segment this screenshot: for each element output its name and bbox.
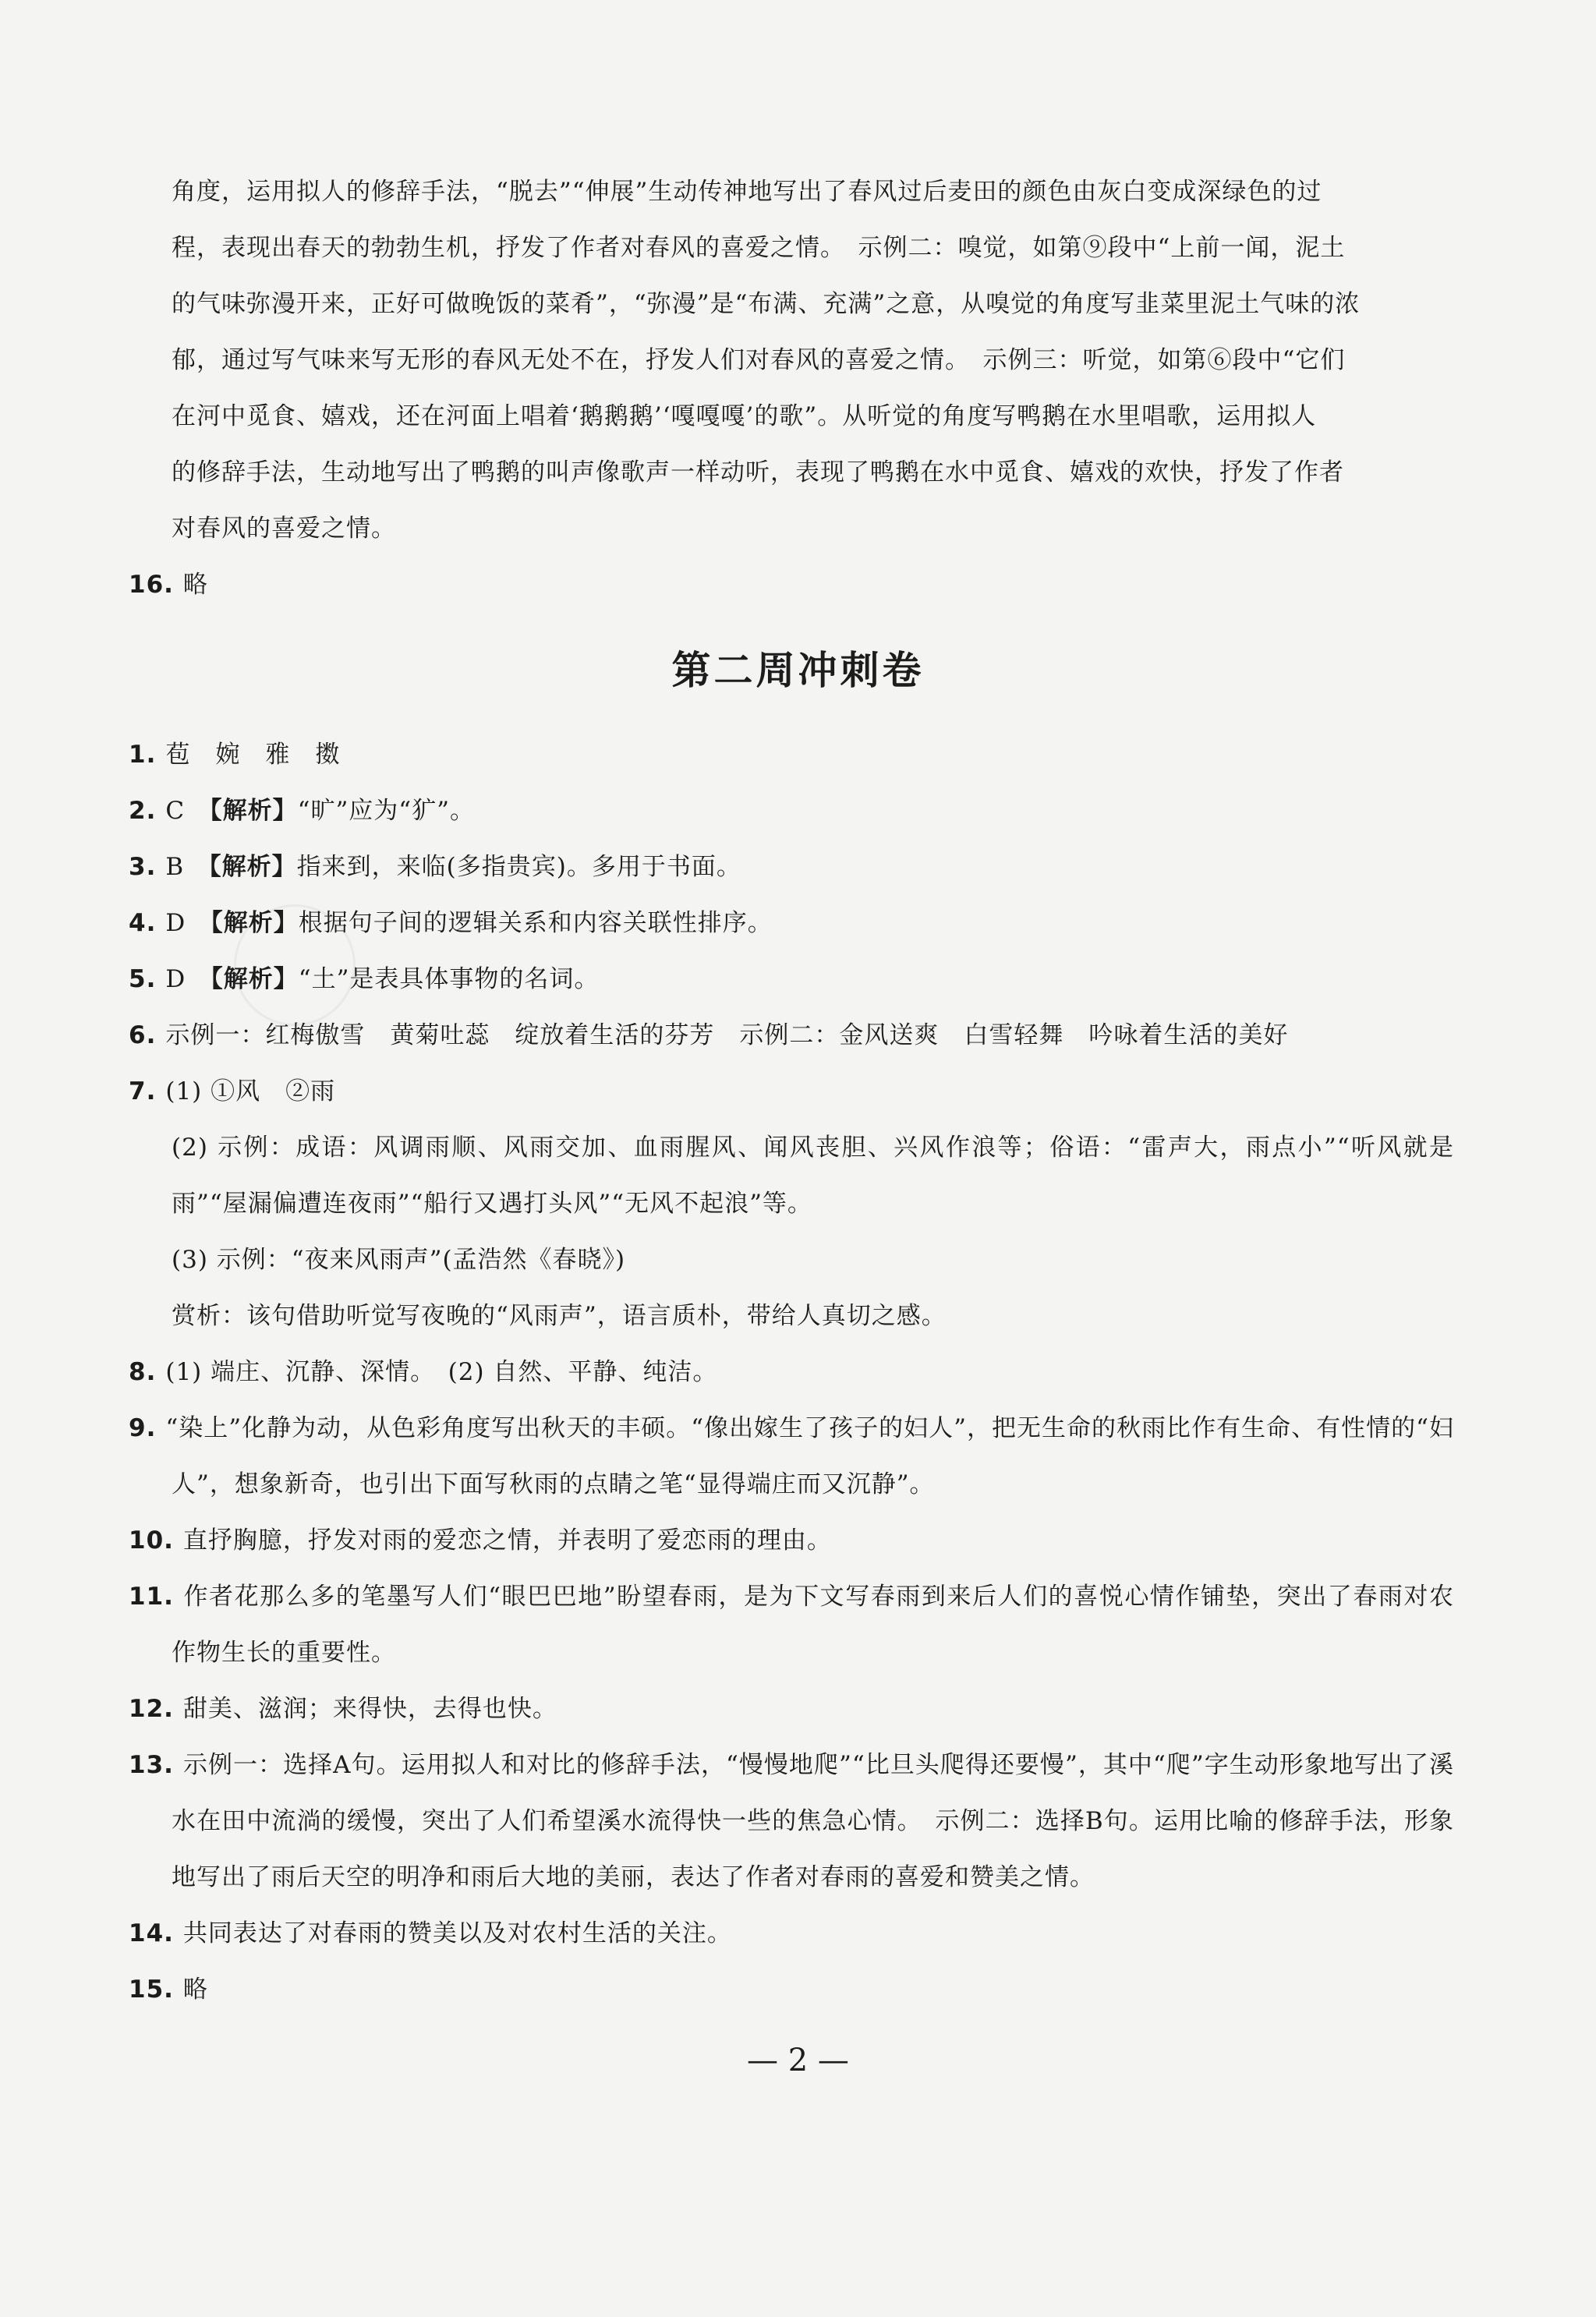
item-number: 1. (129, 741, 157, 769)
item-text: 甜美、滋润；来得快，去得也快。 (182, 1695, 557, 1723)
answer-item-7-appreciation: 赏析：该句借助听觉写夜晚的“风雨声”，语言质朴，带给人真切之感。 (172, 1302, 947, 1330)
item-text: 略 (182, 571, 208, 599)
item-number: 6. (129, 1021, 157, 1049)
paragraph-line: 程，表现出春天的勃勃生机，抒发了作者对春风的喜爱之情。 示例二：嗅觉，如第⑨段中“上前一闻，泥土 (172, 234, 1346, 262)
item-number: 7. (129, 1077, 157, 1105)
analysis-tag: 【解析】 (209, 853, 297, 881)
item-number: 9. (129, 1414, 157, 1442)
answer-item-16 (129, 557, 1454, 613)
answer-item-7-part-2: (2) 示例：成语：风调雨顺、风雨交加、血雨腥风、闻风丧胆、兴风作浪等；俗语：“雷声大，雨点小”“听风就是雨”“屋漏偏遭连夜雨”“船行又遇打头风”“无风不起浪”等。 (172, 1134, 1454, 1218)
item-text: “旷”应为“犷”。 (297, 797, 475, 825)
answer-item-14 (129, 1905, 1454, 1961)
answer-item-12 (129, 1681, 1454, 1737)
item-text: 根据句子间的逻辑关系和内容关联性排序。 (298, 909, 773, 937)
paragraph-line: 在河中觅食、嬉戏，还在河面上唱着‘鹅鹅鹅’‘嘎嘎嘎’的歌”。从听觉的角度写鸭鹅在水里唱歌，运用拟人 (172, 402, 1317, 430)
item-text: 共同表达了对春雨的赞美以及对农村生活的关注。 (182, 1919, 732, 1947)
answer-item-7 (129, 1063, 1454, 1120)
paragraph-line: 的修辞手法，生动地写出了鸭鹅的叫声像歌声一样动听，表现了鸭鹅在水中觅食、嬉戏的欢快，抒发了作者 (172, 458, 1344, 486)
item-number: 15. (129, 1976, 174, 2004)
item-text: (1) ①风 ②雨 (165, 1077, 336, 1105)
item-text: 指来到，来临(多指贵宾)。多用于书面。 (296, 853, 741, 881)
item-number: 14. (129, 1919, 174, 1947)
item-choice: C (165, 797, 211, 825)
item-text: 作者花那么多的笔墨写人们“眼巴巴地”盼望春雨，是为下文写春雨到来后人们的喜悦心情作铺垫，突出了春雨对农作物生长的重要性。 (172, 1583, 1454, 1667)
answer-item-3 (129, 839, 1454, 895)
answer-item-6 (129, 1007, 1454, 1063)
item-number: 8. (129, 1358, 157, 1386)
answer-item-4 (129, 895, 1454, 951)
item-number: 11. (129, 1583, 174, 1611)
paragraph-line: 郁，通过写气味来写无形的春风无处不在，抒发人们对春风的喜爱之情。 示例三：听觉，如第⑥段中“它们 (172, 346, 1346, 374)
answer-item-7-part-3: (3) 示例：“夜来风雨声”(孟浩然《春晓》) (172, 1246, 626, 1274)
page-number: — 2 — (747, 2043, 849, 2078)
item-text: 示例一：选择A句。运用拟人和对比的修辞手法，“慢慢地爬”“比旦头爬得还要慢”，其中“爬”字生动形象地写出了溪水在田中流淌的缓慢，突出了人们希望溪水流得快一些的焦急心情。 示例二：选择B句。运用比喻的修辞手法，形象地写出了雨后天空的明净和雨后大地的美丽，表达了作者对春雨的喜爱和赞美之情。 (172, 1751, 1454, 1891)
item-choice: D (165, 909, 211, 937)
answer-item-13 (129, 1737, 1454, 1905)
analysis-tag: 【解析】 (210, 797, 298, 825)
item-number: 5. (129, 965, 157, 993)
item-text: (1) 端庄、沉静、深情。 (2) 自然、平静、纯洁。 (165, 1358, 718, 1386)
item-choice: D (165, 965, 211, 993)
item-text: 直抒胸臆，抒发对雨的爱恋之情，并表明了爱恋雨的理由。 (182, 1526, 832, 1555)
item-number: 13. (129, 1751, 174, 1779)
item-number: 3. (129, 853, 157, 881)
continued-answer-paragraph (172, 164, 1450, 557)
analysis-tag: 【解析】 (211, 965, 299, 993)
answer-item-2 (129, 783, 1454, 839)
answer-item-11 (129, 1569, 1454, 1681)
item-number: 10. (129, 1526, 174, 1555)
item-text: 苞 婉 雅 擞 (165, 741, 341, 769)
analysis-tag: 【解析】 (211, 909, 299, 937)
answer-item-5 (129, 951, 1454, 1007)
item-choice: B (165, 853, 210, 881)
paragraph-line: 的气味弥漫开来，正好可做晚饭的菜肴”，“弥漫”是“布满、充满”之意，从嗅觉的角度写韭菜里泥土气味的浓 (172, 290, 1361, 318)
item-number: 2. (129, 797, 157, 825)
paragraph-line: 角度，运用拟人的修辞手法，“脱去”“伸展”生动传神地写出了春风过后麦田的颜色由灰白变成深绿色的过 (172, 178, 1322, 206)
item-text: “土”是表具体事物的名词。 (298, 965, 600, 993)
section-title: 第二周冲刺卷 (671, 648, 925, 693)
paragraph-line: 对春风的喜爱之情。 (172, 515, 396, 543)
answer-item-9 (129, 1400, 1454, 1512)
answer-item-15 (129, 1961, 1454, 2018)
answer-item-10 (129, 1512, 1454, 1569)
item-text: 示例一：红梅傲雪 黄菊吐蕊 绽放着生活的芬芳 示例二：金风送爽 白雪轻舞 吟咏着生活的美好 (165, 1021, 1289, 1049)
item-number: 4. (129, 909, 157, 937)
item-text: “染上”化静为动，从色彩角度写出秋天的丰硕。“像出嫁生了孩子的妇人”，把无生命的秋雨比作有生命、有性情的“妇人”，想象新奇，也引出下面写秋雨的点睛之笔“显得端庄而又沉静”。 (165, 1414, 1454, 1498)
answer-item-1 (129, 727, 1454, 783)
item-text: 略 (182, 1976, 208, 2004)
item-number: 12. (129, 1695, 174, 1723)
answer-item-8 (129, 1344, 1454, 1400)
item-number: 16. (129, 571, 174, 599)
